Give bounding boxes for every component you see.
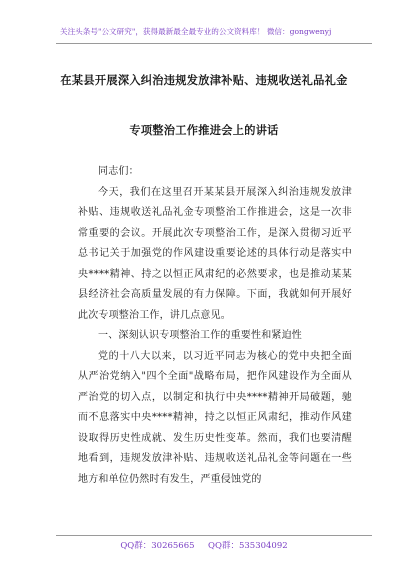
paragraph-2: 党的十八大以来，以习近平同志为核心的党中央把全面从严治党纳入"四个全面"战略布局，把作风建设作为全面从严治党的切入点，以制定和执行中央****精神开局破题，驰而不息落实中央****精神，持之以恒正风肃纪，推动作风建设取得历史性成就、发生历史性变革。然而，我们也要清醒地看到，违规发放津补贴、违规收送礼品礼金等问题在一些地方和单位仍然时有发生，严重侵蚀党的 bbox=[78, 350, 352, 485]
document-title-line1: 在某县开展深入纠治违规发放津补贴、违规收送礼品礼金 bbox=[60, 73, 348, 87]
footer-divider bbox=[56, 535, 372, 536]
header-divider bbox=[56, 43, 372, 44]
document-title-line2: 专项整治工作推进会上的讲话 bbox=[129, 123, 279, 137]
section-heading-1: 一、深刻认识专项整治工作的重要性和紧迫性 bbox=[98, 330, 302, 341]
header-banner: 关注头条号"公文研究"，获得最新最全最专业的公文资料库！ 微信：gongwenyj bbox=[60, 27, 332, 36]
paragraph-1: 今天，我们在这里召开某某县开展深入纠治违规发放津补贴、违规收送礼品礼金专项整治工作推进会，这是一次非常重要的会议。开展此次专项整治工作，是深入贯彻习近平总书记关于加强党的作风建设重要论述的具体行动是落实中央****精神、持之以恒正风肃纪的必然要求，也是推动某某县经济社会高质量发展的有力保障。下面，我就如何开展好此次专项整治工作，讲几点意见。 bbox=[78, 186, 352, 321]
document-body bbox=[78, 162, 352, 490]
footer-contact: QQ群：30265665 QQ群：535304092 bbox=[120, 541, 288, 551]
greeting: 同志们： bbox=[98, 166, 139, 177]
